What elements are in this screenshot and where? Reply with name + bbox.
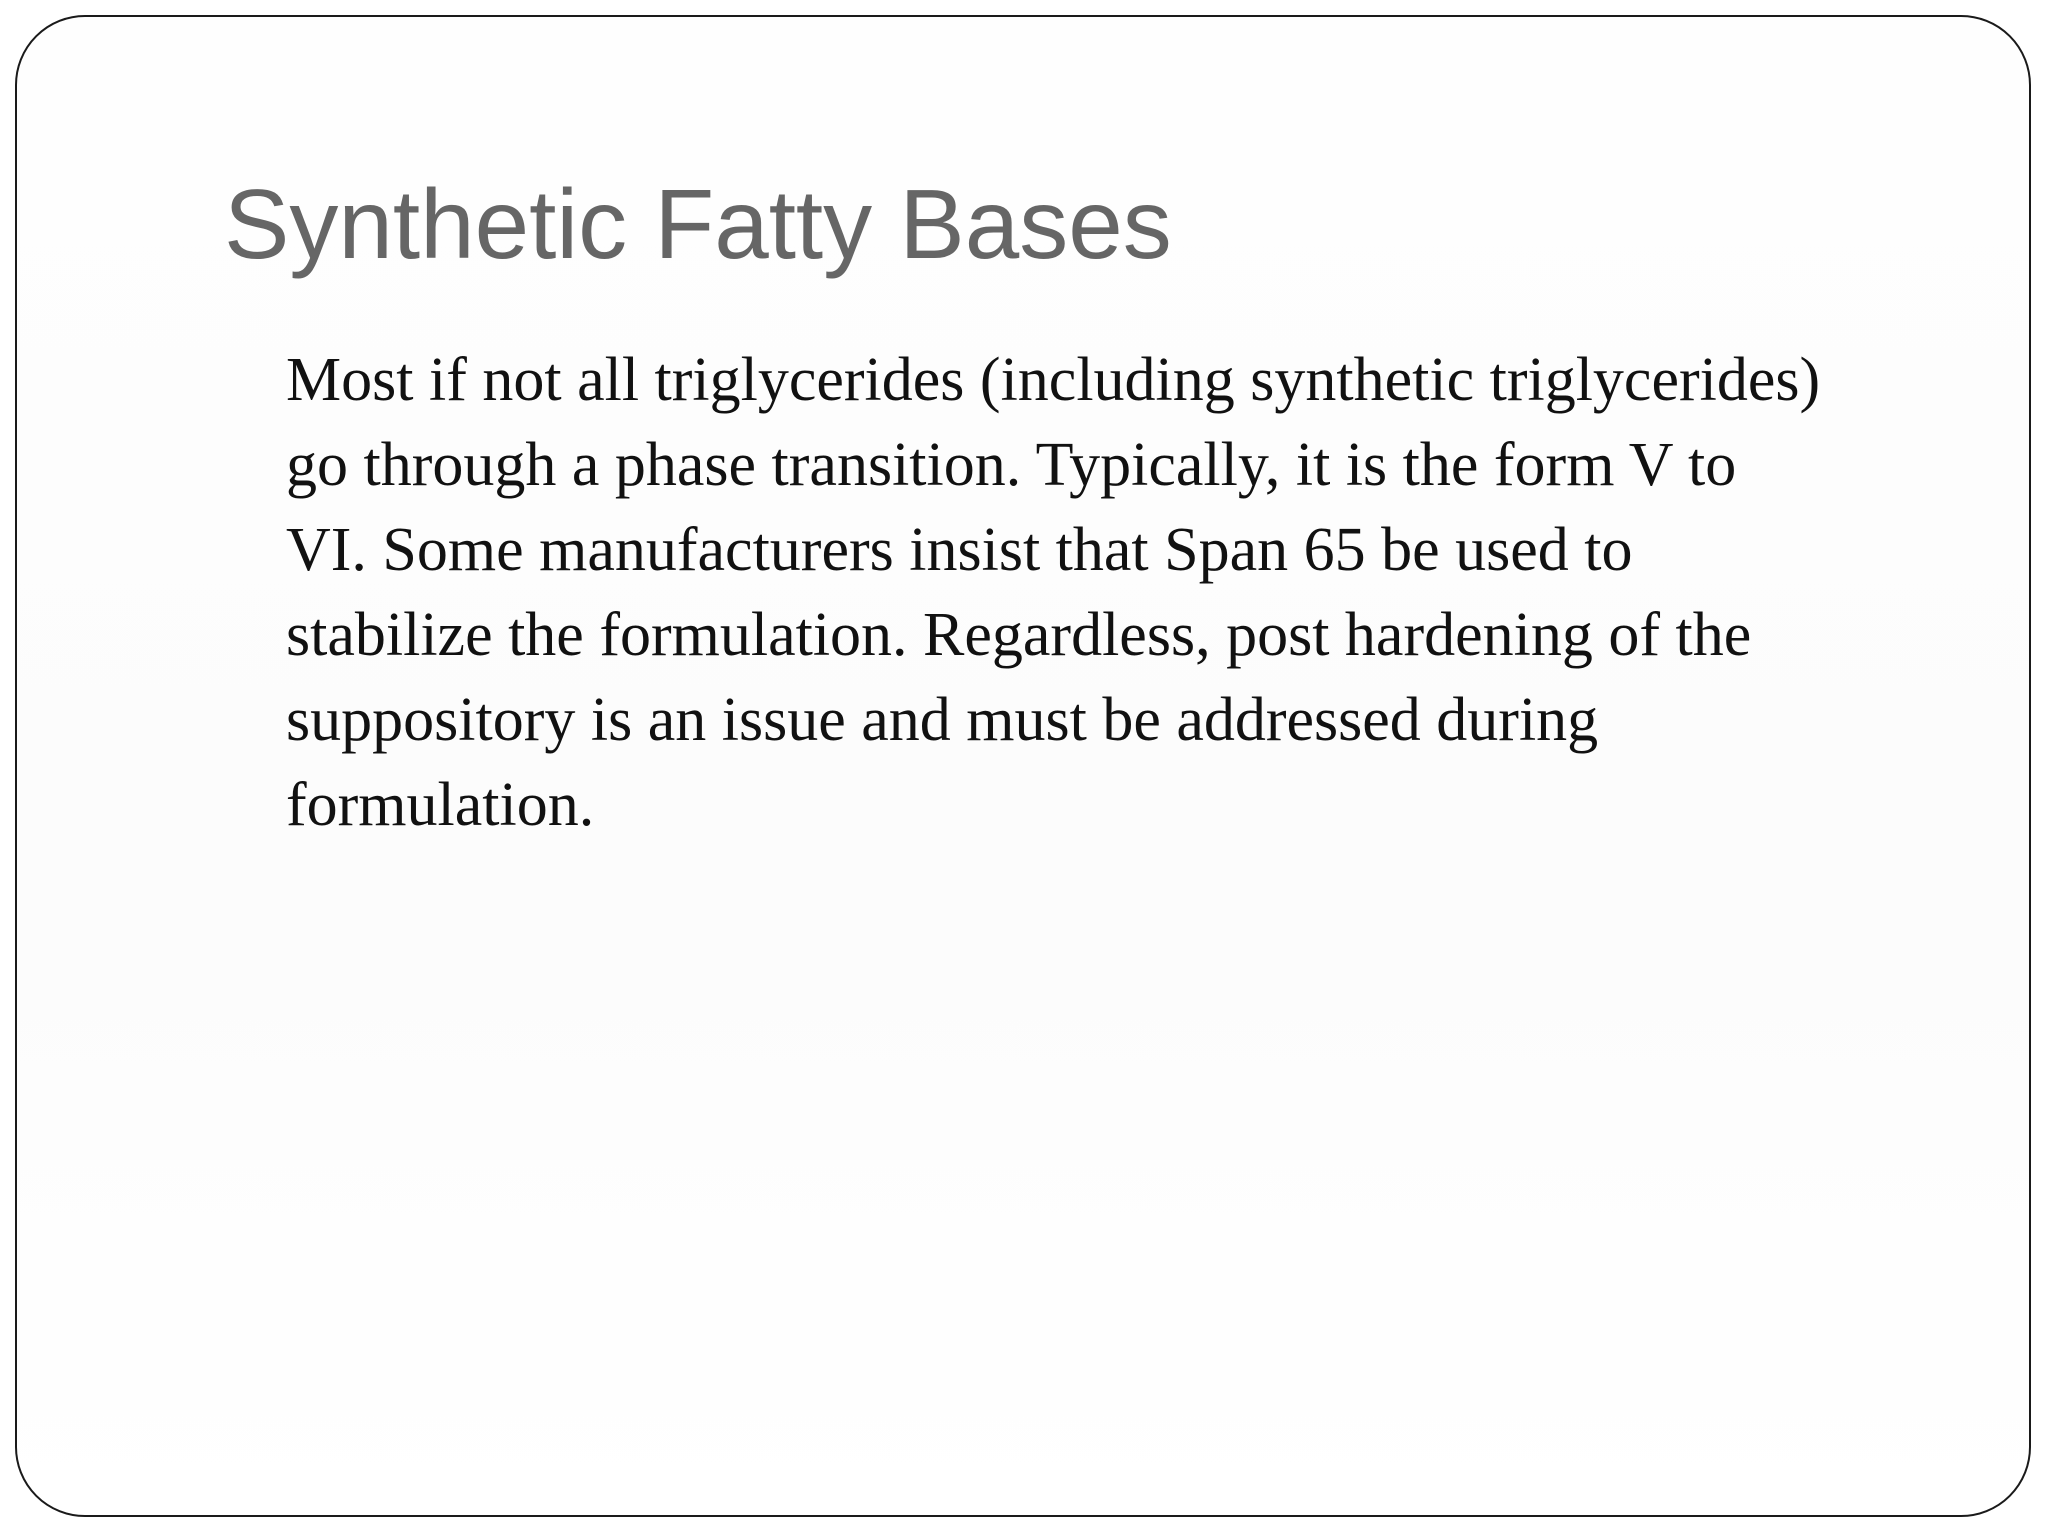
slide-body-text: Most if not all triglycerides (including synthetic triglycerides) go through a phase transition. Typically, it is the form V to VI. Some manufacturers insist that Span 65 be used to stabilize the formulation. Regardless, post hardening of the suppository is an issue and must be addressed during formulation. xyxy=(286,346,1821,839)
slide-title: Synthetic Fatty Bases xyxy=(224,169,1172,279)
